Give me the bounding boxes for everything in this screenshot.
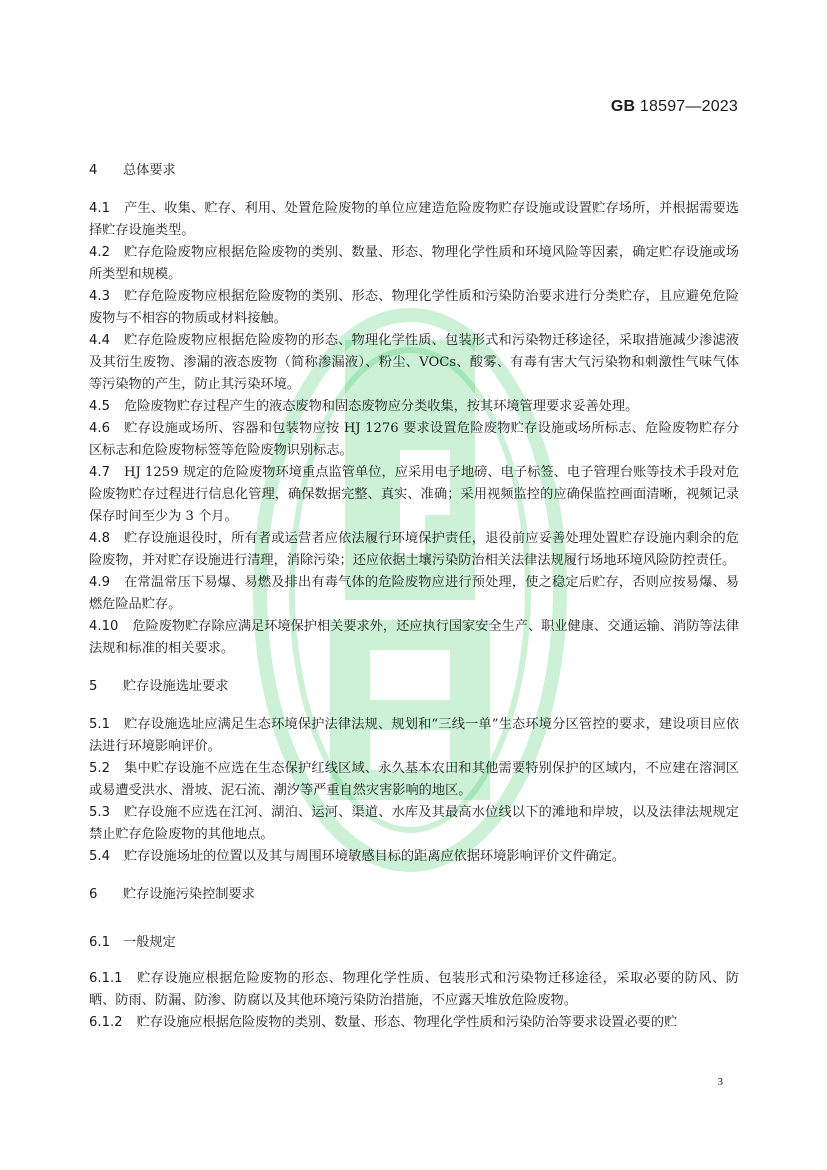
standard-number: 18597—2023 (639, 98, 738, 115)
clause-6-1-1: 6.1.1 贮存设施应根据危险废物的形态、物理化学性质、包装形式和污染物迁移途径，采取必要的防风、防晒、防雨、防漏、防渗、防腐以及其他环境污染防治措施，不应露天堆放危险废物。 (89, 971, 739, 1008)
clause-4-8: 4.8 贮存设施退役时，所有者或运营者应依法履行环境保护责任，退役前应妥善处理处置贮存设施内剩余的危险废物，并对贮存设施进行清理，消除污染；还应依据土壤污染防治相关法律法规履行场地环境风险防控责任。 (89, 531, 739, 568)
clause-6-1-2: 6.1.2 贮存设施应根据危险废物的类别、数量、形态、物理化学性质和污染防治等要求设置必要的贮 (89, 1015, 678, 1030)
clause-5-3: 5.3 贮存设施不应选在江河、湖泊、运河、渠道、水库及其最高水位线以下的滩地和岸坡，以及法律法规规定禁止贮存危险废物的其他地点。 (89, 805, 739, 842)
document-body (89, 160, 739, 1034)
clause-5-1: 5.1 贮存设施选址应满足生态环境保护法律法规、规划和“三线一单”生态环境分区管控的要求，建设项目应依法进行环境影响评价。 (89, 717, 739, 754)
clause-4-10: 4.10 危险废物贮存除应满足环境保护相关要求外，还应执行国家安全生产、职业健康、交通运输、消防等法律法规和标准的相关要求。 (89, 619, 739, 656)
section-heading-4: 4 总体要求 (89, 163, 176, 178)
section-heading-6: 6 贮存设施污染控制要求 (89, 887, 255, 902)
clause-5-4: 5.4 贮存设施场址的位置以及其与周围环境敏感目标的距离应依据环境影响评价文件确定。 (89, 849, 626, 864)
clause-4-6: 4.6 贮存设施或场所、容器和包装物应按 HJ 1276 要求设置危险废物贮存设施或场所标志、危险废物贮存分区标志和危险废物标签等危险废物识别标志。 (89, 421, 739, 458)
section-heading-5: 5 贮存设施选址要求 (89, 679, 229, 694)
clause-4-3: 4.3 贮存危险废物应根据危险废物的类别、形态、物理化学性质和污染防治要求进行分类贮存，且应避免危险废物与不相容的物质或材料接触。 (89, 289, 739, 326)
clause-4-5: 4.5 危险废物贮存过程产生的液态废物和固态废物应分类收集，按其环境管理要求妥善处理。 (89, 399, 639, 414)
clause-4-4: 4.4 贮存危险废物应根据危险废物的形态、物理化学性质、包装形式和污染物迁移途径，采取措施减少渗滤液及其衍生废物、渗漏的液态废物（简称渗漏液）、粉尘、VOCs、酸雾、有毒有害大气污染物和刺激性气味气体等污染物的产生，防止其污染环境。 (89, 333, 739, 392)
standard-prefix: GB (610, 98, 636, 115)
page-number: 3 (717, 1076, 723, 1088)
subsection-heading-6-1: 6.1 一般规定 (89, 935, 176, 950)
clause-5-2: 5.2 集中贮存设施不应选在生态保护红线区域、永久基本农田和其他需要特别保护的区域内，不应建在溶洞区或易遭受洪水、滑坡、泥石流、潮汐等严重自然灾害影响的地区。 (89, 761, 739, 798)
clause-4-2: 4.2 贮存危险废物应根据危险废物的类别、数量、形态、物理化学性质和环境风险等因素，确定贮存设施或场所类型和规模。 (89, 245, 739, 282)
clause-4-7: 4.7 HJ 1259 规定的危险废物环境重点监管单位，应采用电子地磅、电子标签、电子管理台账等技术手段对危险废物贮存过程进行信息化管理，确保数据完整、真实、准确；采用视频监控的应确保监控画面清晰，视频记录保存时间至少为 3 个月。 (89, 465, 739, 524)
clause-4-1: 4.1 产生、收集、贮存、利用、处置危险废物的单位应建造危险废物贮存设施或设置贮存场所，并根据需要选择贮存设施类型。 (89, 201, 739, 238)
standard-code (611, 98, 738, 116)
clause-4-9: 4.9 在常温常压下易爆、易燃及排出有毒气体的危险废物应进行预处理，使之稳定后贮存，否则应按易爆、易燃危险品贮存。 (89, 575, 739, 612)
